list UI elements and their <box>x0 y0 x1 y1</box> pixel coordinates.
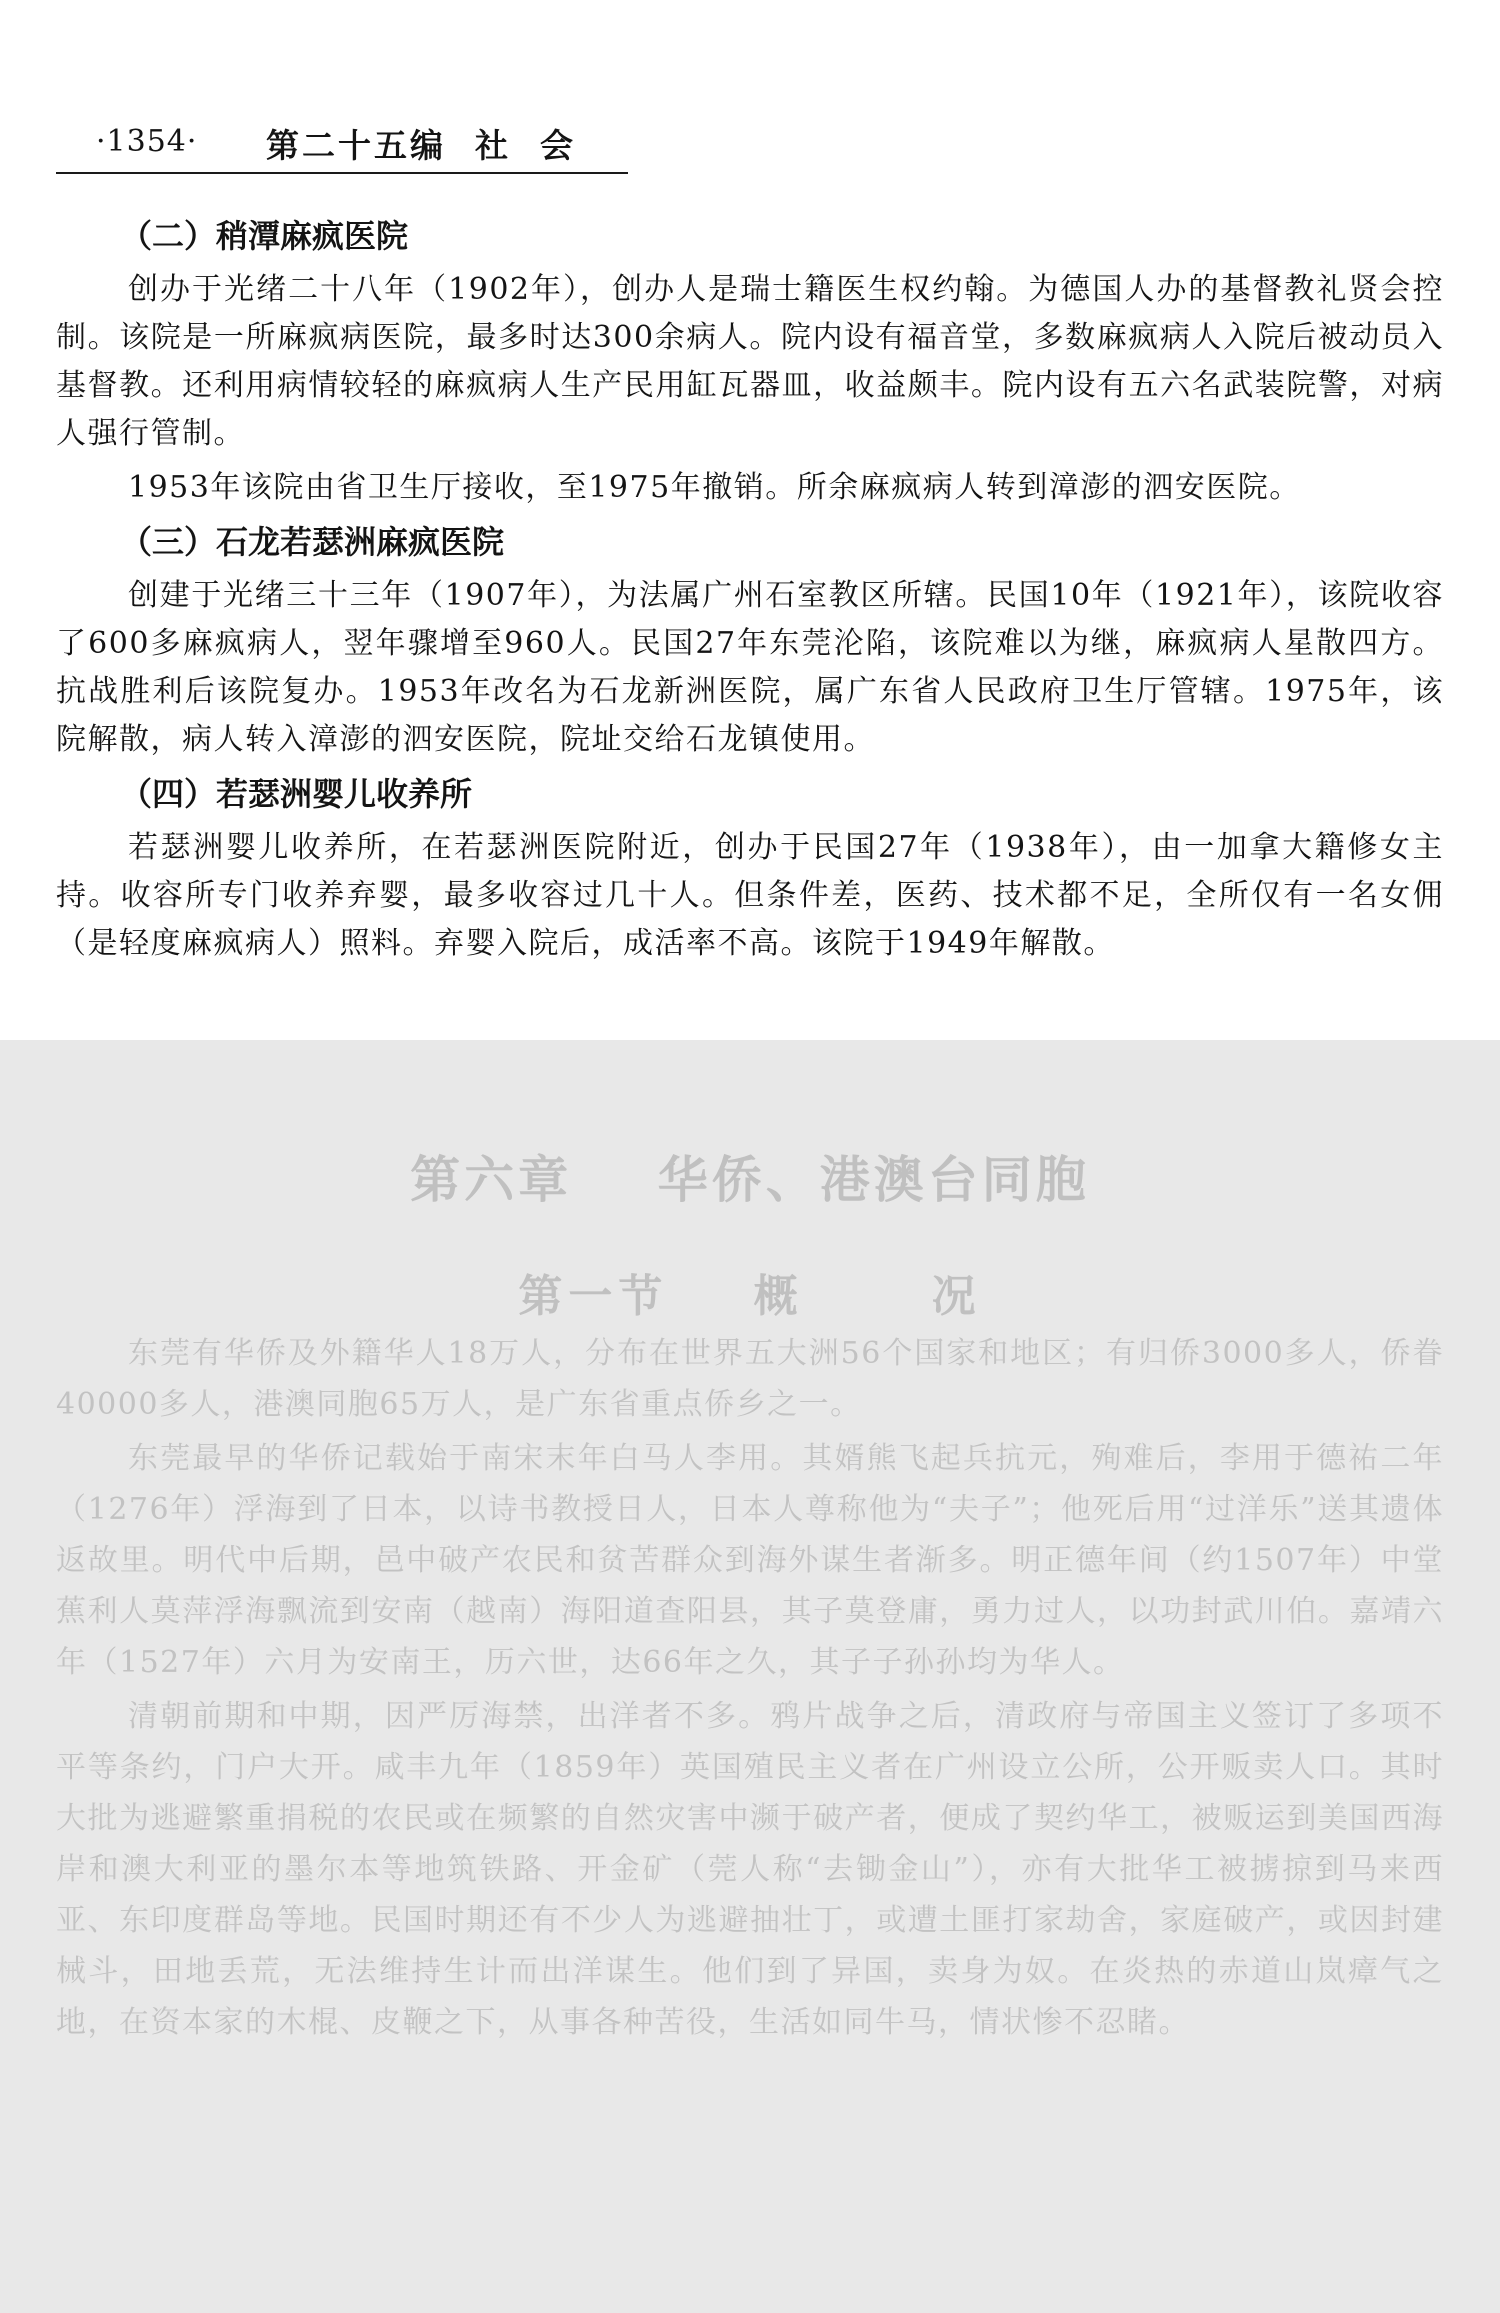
paragraph: 清朝前期和中期，因严厉海禁，出洋者不多。鸦片战争之后，清政府与帝国主义签订了多项不平等条约，门户大开。咸丰九年（1859年）英国殖民主义者在广州设立公所，公开贩卖人口。其时大批为逃避繁重捐税的农民或在频繁的自然灾害中濒于破产者，便成了契约华工，被贩运到美国西海岸和澳大利亚的墨尔本等地筑铁路、开金矿（莞人称“去锄金山”），亦有大批华工被掳掠到马来西亚、东印度群岛等地。民国时期还有不少人为逃避抽壮丁，或遭土匪打家劫舍，家庭破产，或因封建械斗，田地丢荒，无法维持生计而出洋谋生。他们到了异国，卖身为奴。在炎热的赤道山岚瘴气之地，在资本家的木棍、皮鞭之下，从事各种苦役，生活如同牛马，情状惨不忍睹。 <box>56 1699 1444 2040</box>
paragraph: 东莞最早的华侨记载始于南宋末年白马人李用。其婿熊飞起兵抗元，殉难后，李用于德祐二年（1276年）浮海到了日本，以诗书教授日人，日本人尊称他为“夫子”；他死后用“过洋乐”送其遗体返故里。明代中后期，邑中破产农民和贫苦群众到海外谋生者渐多。明正德年间（约1507年）中堂蕉利人莫萍浮海飘流到安南（越南）海阳道查阳县，其子莫登庸，勇力过人，以功封武川伯。嘉靖六年（1527年）六月为安南王，历六世，达66年之久，其子子孙孙均为华人。 <box>56 1441 1444 1680</box>
chapter-title: 第六章 华侨、港澳台同胞 <box>410 1150 1090 1209</box>
page-header <box>56 112 626 172</box>
article-body <box>56 212 1444 974</box>
paragraph: 创建于光绪三十三年（1907年），为法属广州石室教区所辖。民国10年（1921年），该院收容了600多麻疯病人，翌年骤增至960人。民国27年东莞沦陷，该院难以为继，麻疯病人星散四方。抗战胜利后该院复办。1953年改名为石龙新洲医院，属广东省人民政府卫生厅管辖。1975年，该院解散，病人转入漳澎的泗安医院，院址交给石龙镇使用。 <box>56 578 1444 757</box>
chapter-body <box>56 1328 1444 2051</box>
page-number: ·1354· <box>96 124 198 159</box>
section-heading: （四）若瑟洲婴儿收养所 <box>120 775 473 813</box>
paragraph: 1953年该院由省卫生厅接收，至1975年撤销。所余麻疯病人转到漳澎的泗安医院。 <box>128 470 1301 505</box>
paragraph: 东莞有华侨及外籍华人18万人，分布在世界五大洲56个国家和地区；有归侨3000多人，侨眷40000多人，港澳同胞65万人，是广东省重点侨乡之一。 <box>56 1336 1444 1422</box>
paragraph: 创办于光绪二十八年（1902年），创办人是瑞士籍医生权约翰。为德国人办的基督教礼贤会控制。该院是一所麻疯病医院，最多时达300余病人。院内设有福音堂，多数麻疯病人入院后被动员入基督教。还利用病情较轻的麻疯病人生产民用缸瓦器皿，收益颇丰。院内设有五六名武装院警，对病人强行管制。 <box>56 272 1444 451</box>
chapter-section-title: 第一节 概 况 <box>518 1271 982 1322</box>
part-title: 第二十五编 社 会 <box>266 126 576 165</box>
chapter-overlay <box>0 1040 1500 2313</box>
header-rule <box>56 172 628 174</box>
paragraph: 若瑟洲婴儿收养所，在若瑟洲医院附近，创办于民国27年（1938年），由一加拿大籍修女主持。收容所专门收养弃婴，最多收容过几十人。但条件差，医药、技术都不足，全所仅有一名女佣（是轻度麻疯病人）照料。弃婴入院后，成活率不高。该院于1949年解散。 <box>56 830 1444 961</box>
section-heading: （三）石龙若瑟洲麻疯医院 <box>120 523 505 561</box>
section-heading: （二）稍潭麻疯医院 <box>120 217 409 255</box>
